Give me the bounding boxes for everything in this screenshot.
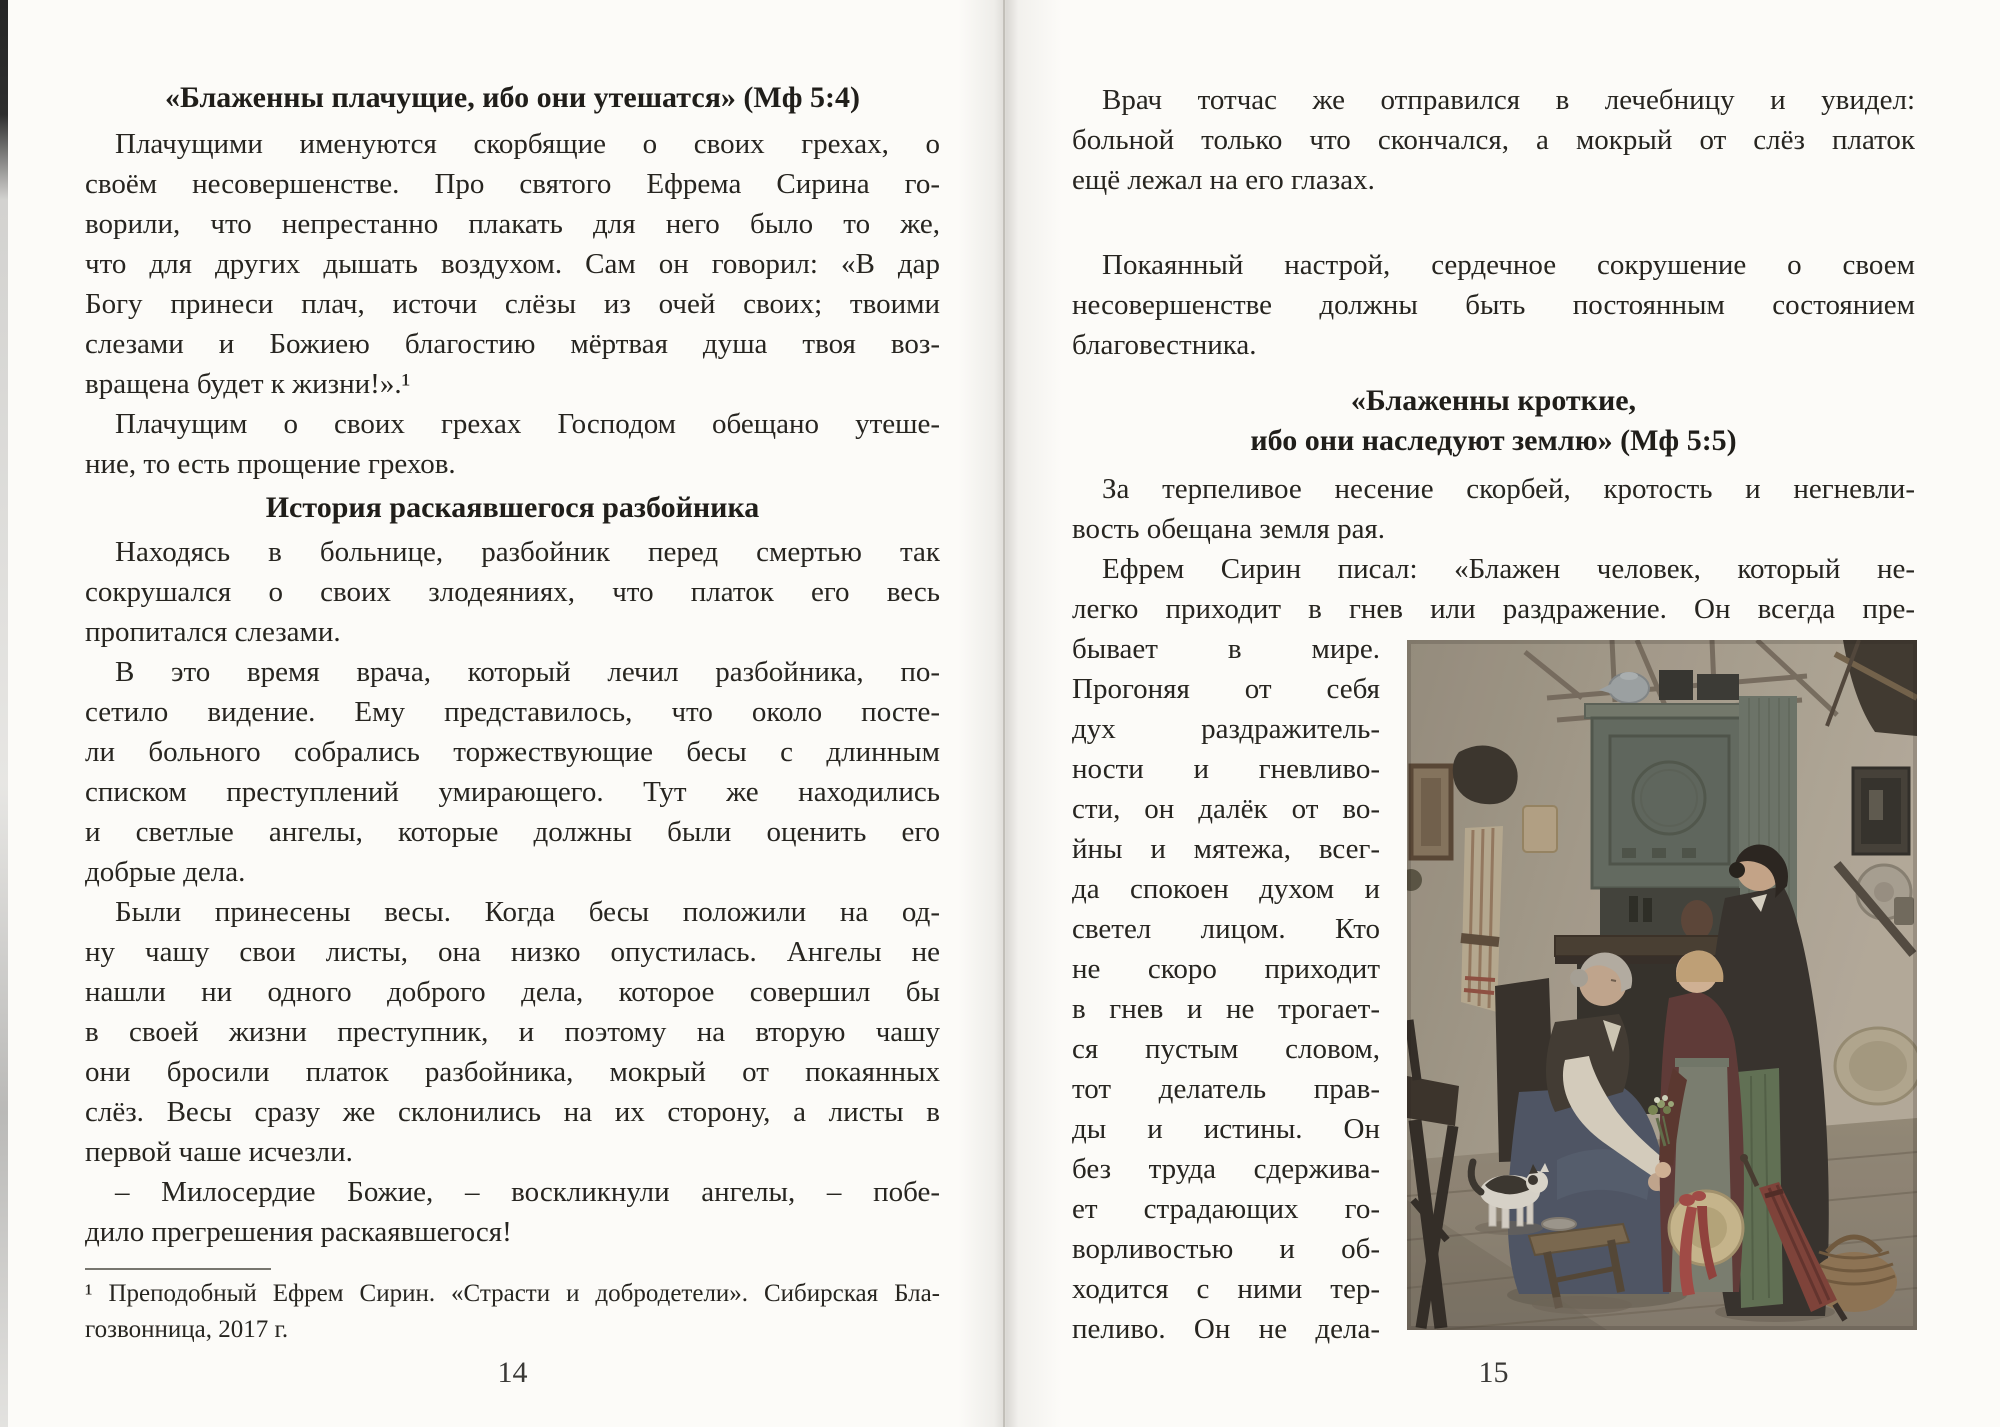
text-line: списком преступлений умирающего. Тут же находились	[85, 776, 940, 808]
paragraph-scales	[85, 892, 940, 1172]
paragraph-robber-hospital	[85, 532, 940, 652]
text-line: что для других дышать воздухом. Сам он говорил: «В дар	[85, 248, 940, 280]
text-line: тот делатель прав-	[1072, 1073, 1380, 1105]
text-line: Прогоняя от себя	[1072, 673, 1380, 705]
text-line: слезами и Божиею благостию мёртвая душа твоя воз-	[85, 328, 940, 360]
text-line: бывает в мире.	[1072, 633, 1380, 665]
text-line: «Блаженны кроткие,	[1350, 384, 1637, 417]
text-line: Богу принеси плач, источи слёзы из очей своих; твоими	[85, 288, 940, 320]
text-line: Плачущими именуются скорбящие о своих грехах, о	[115, 128, 940, 160]
text-line: ет страдающих го-	[1072, 1193, 1380, 1225]
text-line: ибо они наследуют землю» (Мф 5:5)	[1250, 424, 1737, 457]
text-line: больной только что скончался, а мокрый от слёз платок	[1072, 124, 1915, 156]
text-line: они бросили платок разбойника, мокрый от покаянных	[85, 1056, 940, 1088]
footnote	[85, 1276, 940, 1348]
text-line: Покаянный настрой, сердечное сокрушение о своем	[1102, 249, 1915, 281]
paragraph-efrem-quote-narrow	[1072, 629, 1380, 1349]
text-line: в своей жизни преступник, и поэтому на вторую чашу	[85, 1016, 940, 1048]
footnote-divider	[85, 1268, 271, 1270]
text-line: нашли ни одного доброго дела, которое совершил бы	[85, 976, 940, 1008]
paragraph-mourners-intro	[85, 124, 940, 404]
text-line: За терпеливое несение скорбей, кротость и негневли-	[1102, 473, 1915, 505]
text-line: первой чаше исчезли.	[85, 1136, 353, 1168]
scanner-edge-shadow	[0, 0, 8, 1427]
text-line: сокрушался о своих злодеяниях, что платок его весь	[85, 576, 940, 608]
text-line: дух раздражитель-	[1072, 713, 1380, 745]
text-line: без труда сдержива-	[1072, 1153, 1380, 1185]
text-line: йны и мятежа, всег-	[1072, 833, 1380, 865]
text-line: светел лицом. Кто	[1072, 913, 1380, 945]
text-line: ещё лежал на его глазах.	[1072, 164, 1375, 196]
text-line: ну чашу свои листы, она низко опустилась. Ангелы не	[85, 936, 940, 968]
text-line: ворили, что непрестанно плакать для него было то же,	[85, 208, 940, 240]
text-line: пропитался слезами.	[85, 616, 341, 648]
text-line: – Милосердие Божие, – воскликнули ангелы, – побе-	[115, 1176, 940, 1208]
text-line: ходится с ними тер-	[1072, 1273, 1380, 1305]
text-line: В это время врача, который лечил разбойника, по-	[115, 656, 940, 688]
text-line: пеливо. Он не дела-	[1072, 1313, 1380, 1345]
text-line: да спокоен духом и	[1072, 873, 1380, 905]
text-line: легко приходит в гнев или раздражение. Он всегда пре-	[1072, 593, 1915, 625]
text-line: Плачущим о своих грехах Господом обещано утеше-	[115, 408, 940, 440]
text-line: Врач тотчас же отправился в лечебницу и увидел:	[1102, 84, 1915, 116]
illustration-painting	[1407, 640, 1917, 1330]
paragraph-mourners-promise	[85, 404, 940, 484]
left-page	[85, 78, 940, 1408]
text-line: благовестника.	[1072, 329, 1257, 361]
paragraph-penitent-mood	[1072, 245, 1915, 365]
section-heading-blessed-meek	[1072, 381, 1915, 461]
text-line: и светлые ангелы, которые должны были оценить его	[85, 816, 940, 848]
section-heading-robber-story: История раскаявшегося разбойника	[265, 491, 760, 524]
paragraph-angels-exclaim	[85, 1172, 940, 1252]
text-line: ¹ Преподобный Ефрем Сирин. «Страсти и добродетели». Сибирская Бла-	[85, 1280, 940, 1307]
paragraph-doctor-vision	[85, 652, 940, 892]
text-line: вость обещана земля рая.	[1072, 513, 1386, 545]
text-line: не скоро приходит	[1072, 953, 1380, 985]
page-fold-line	[1003, 0, 1005, 1427]
text-line: вращена будет к жизни!».¹	[85, 368, 411, 400]
text-line: ворливостью и об-	[1072, 1233, 1380, 1265]
text-line: ды и истины. Он	[1072, 1113, 1380, 1145]
section-heading-blessed-mourners: «Блаженны плачущие, ибо они утешатся» (Мф 5:4)	[165, 81, 860, 114]
text-line: Находясь в больнице, разбойник перед смертью так	[115, 536, 940, 568]
page-gutter-shadow	[958, 0, 1062, 1427]
text-line: в гнев и не трогает-	[1072, 993, 1380, 1025]
text-line: ли больного собрались торжествующие бесы с длинным	[85, 736, 940, 768]
text-line: Были принесены весы. Когда бесы положили на од-	[115, 896, 940, 928]
text-line: ности и гневливо-	[1072, 753, 1380, 785]
text-line: ние, то есть прощение грехов.	[85, 448, 456, 480]
paragraph-meekness-promise	[1072, 469, 1915, 549]
text-line: слёз. Весы сразу же склонились на их сторону, а листы в	[85, 1096, 940, 1128]
paragraph-doctor-hospital	[1072, 80, 1915, 200]
text-line: сти, он далёк от во-	[1072, 793, 1380, 825]
paragraph-efrem-quote-wide	[1072, 549, 1915, 629]
text-line: ся пустым словом,	[1072, 1033, 1380, 1065]
text-line: гозвонница, 2017 г.	[85, 1316, 289, 1343]
text-line: своём несовершенстве. Про святого Ефрема Сирина го-	[85, 168, 940, 200]
page-number-left: 14	[497, 1356, 528, 1389]
text-line: несовершенстве должны быть постоянным состоянием	[1072, 289, 1915, 321]
text-line: добрые дела.	[85, 856, 246, 888]
text-line: сетило видение. Ему представилось, что около посте-	[85, 696, 940, 728]
text-line: дило прегрешения раскаявшегося!	[85, 1216, 512, 1248]
text-line: Ефрем Сирин писал: «Блажен человек, который не-	[1102, 553, 1915, 585]
page-number-right: 15	[1478, 1356, 1509, 1389]
